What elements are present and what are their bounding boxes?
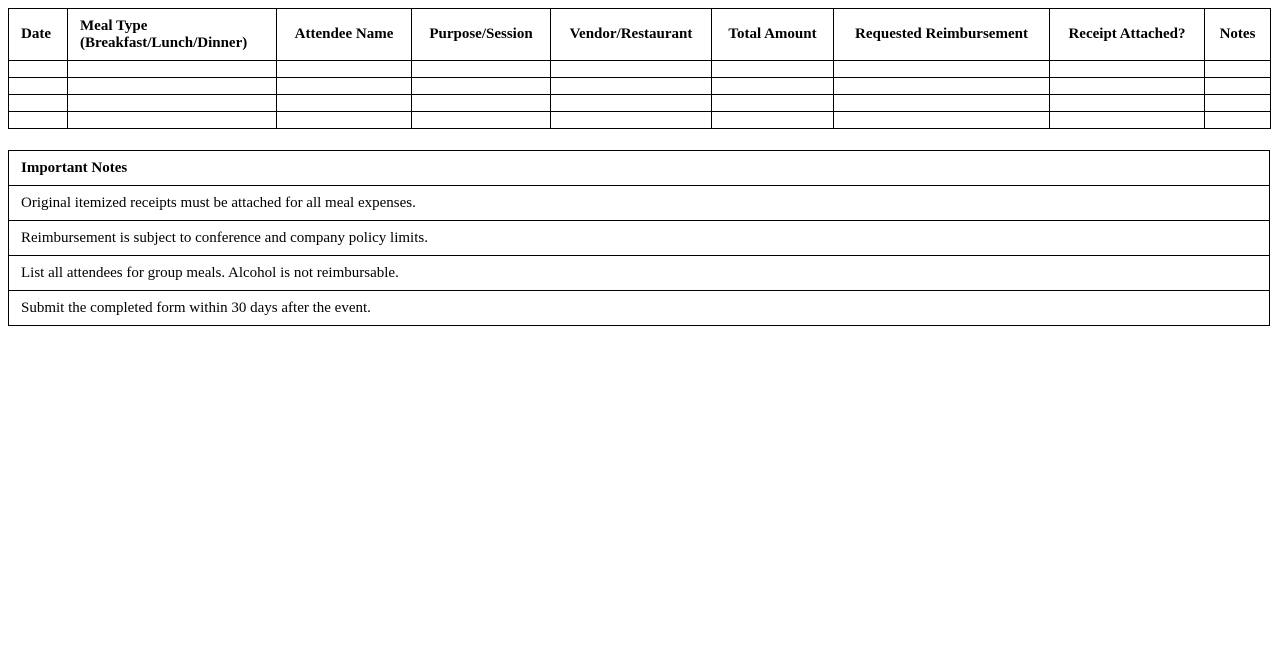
table-cell[interactable] (277, 95, 412, 112)
table-cell[interactable] (1050, 95, 1205, 112)
table-cell[interactable] (834, 61, 1050, 78)
table-cell[interactable] (712, 78, 834, 95)
note-item: Reimbursement is subject to conference and company policy limits. (9, 221, 1270, 256)
column-header-total-amount: Total Amount (712, 9, 834, 61)
table-cell[interactable] (277, 61, 412, 78)
important-notes-table (8, 150, 1270, 326)
table-cell[interactable] (1050, 61, 1205, 78)
table-cell[interactable] (277, 78, 412, 95)
table-cell[interactable] (551, 78, 712, 95)
note-item: Original itemized receipts must be attached for all meal expenses. (9, 186, 1270, 221)
column-header-receipt-attached: Receipt Attached? (1050, 9, 1205, 61)
table-cell[interactable] (68, 78, 277, 95)
column-header-meal-type: Meal Type (Breakfast/Lunch/Dinner) (68, 9, 277, 61)
table-cell[interactable] (551, 95, 712, 112)
table-cell[interactable] (68, 112, 277, 129)
table-cell[interactable] (834, 78, 1050, 95)
table-header-row (9, 9, 1271, 61)
table-row (9, 95, 1271, 112)
notes-header-row (9, 151, 1270, 186)
table-row (9, 61, 1271, 78)
table-cell[interactable] (1205, 61, 1271, 78)
table-row (9, 78, 1271, 95)
table-cell[interactable] (712, 112, 834, 129)
table-cell[interactable] (1205, 78, 1271, 95)
notes-row (9, 221, 1270, 256)
notes-row (9, 291, 1270, 326)
table-cell[interactable] (551, 61, 712, 78)
table-cell[interactable] (551, 112, 712, 129)
column-header-requested-reimbursement: Requested Reimbursement (834, 9, 1050, 61)
table-cell[interactable] (712, 95, 834, 112)
table-cell[interactable] (834, 112, 1050, 129)
column-header-purpose-session: Purpose/Session (412, 9, 551, 61)
table-cell[interactable] (1205, 95, 1271, 112)
table-cell[interactable] (9, 78, 68, 95)
important-notes-heading: Important Notes (9, 151, 1270, 186)
table-cell[interactable] (9, 112, 68, 129)
table-cell[interactable] (9, 95, 68, 112)
table-cell[interactable] (412, 78, 551, 95)
table-cell[interactable] (9, 61, 68, 78)
table-cell[interactable] (1205, 112, 1271, 129)
notes-row (9, 256, 1270, 291)
table-cell[interactable] (412, 61, 551, 78)
column-header-date: Date (9, 9, 68, 61)
note-item: Submit the completed form within 30 days after the event. (9, 291, 1270, 326)
table-cell[interactable] (412, 112, 551, 129)
column-header-attendee-name: Attendee Name (277, 9, 412, 61)
note-item: List all attendees for group meals. Alcohol is not reimbursable. (9, 256, 1270, 291)
table-cell[interactable] (712, 61, 834, 78)
column-header-vendor-restaurant: Vendor/Restaurant (551, 9, 712, 61)
table-cell[interactable] (277, 112, 412, 129)
table-cell[interactable] (68, 61, 277, 78)
meal-expense-table (8, 8, 1271, 129)
table-cell[interactable] (412, 95, 551, 112)
table-cell[interactable] (1050, 112, 1205, 129)
table-cell[interactable] (1050, 78, 1205, 95)
table-row (9, 112, 1271, 129)
column-header-notes: Notes (1205, 9, 1271, 61)
table-cell[interactable] (834, 95, 1050, 112)
table-cell[interactable] (68, 95, 277, 112)
notes-row (9, 186, 1270, 221)
